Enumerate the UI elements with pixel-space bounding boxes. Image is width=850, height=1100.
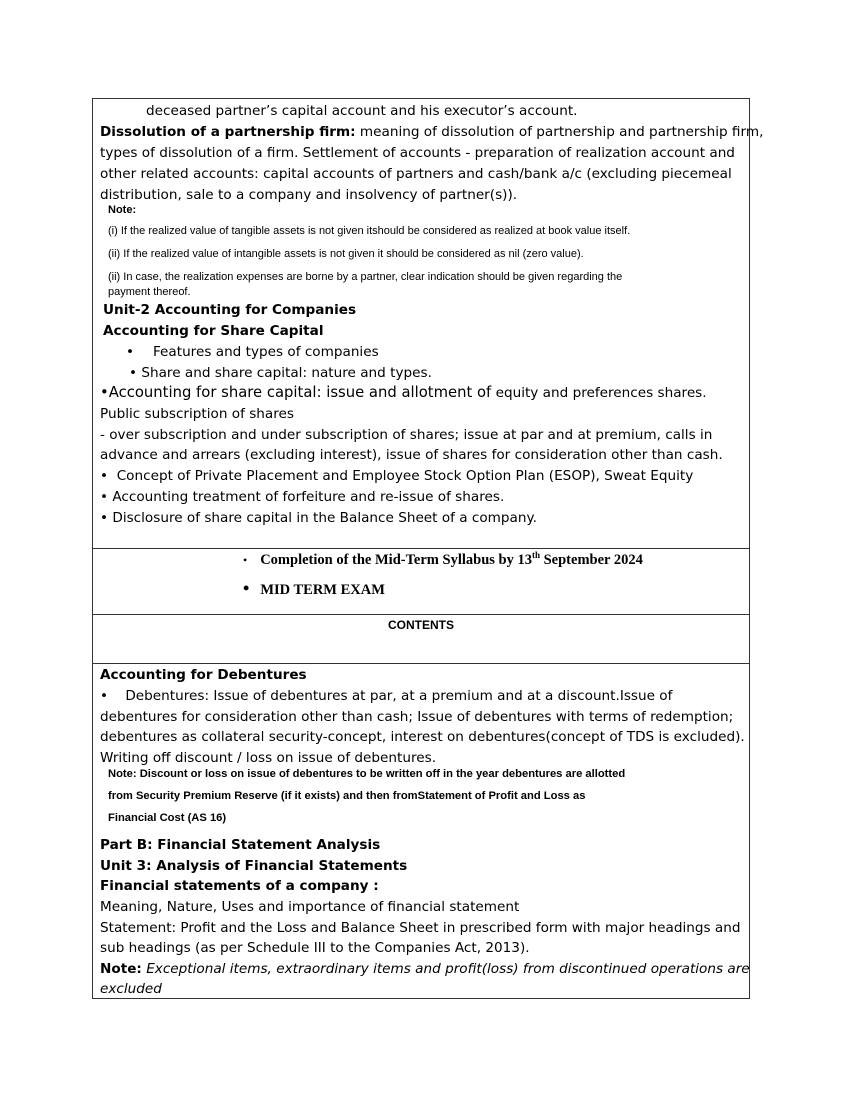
note-realization-expenses-line-2: payment thereof. [108, 286, 191, 298]
debentures-line-1: • Debentures: Issue of debentures at par, at a premium and at a discount.Issue of [100, 688, 673, 704]
debentures-line-4: Writing off discount / loss on issue of debentures. [100, 750, 437, 766]
over-subscription-line-1: - over subscription and under subscription of shares; issue at par and at premium, calls in [100, 427, 713, 443]
bullet-icon: • [100, 489, 109, 505]
bullet-icon: • [129, 365, 138, 381]
statement-line-1: Statement: Profit and the Loss and Balance Sheet in prescribed form with major headings and [100, 920, 741, 936]
syllabus-section-dissolution-share-capital [92, 98, 764, 549]
debentures-line-3: debentures as collateral security-concept, interest on debentures(concept of TDS is excluded). [100, 729, 745, 745]
debentures-note-line-2: from Security Premium Reserve (if it exists) and then fromStatement of Profit and Loss as [108, 790, 586, 802]
part-b-heading: Part B: Financial Statement Analysis [100, 837, 381, 853]
financial-statements-heading: Financial statements of a company : [100, 878, 379, 894]
dissolution-line-1 [100, 122, 763, 143]
dissolution-line-4: distribution, sale to a company and insolvency of partner(s)). [100, 187, 518, 203]
share-capital-heading: Accounting for Share Capital [103, 323, 324, 339]
over-subscription-line-2: advance and arrears (excluding interest), issue of shares for consideration other than cash. [100, 447, 723, 463]
bullet-icon: • [126, 344, 135, 360]
bullet-esop: • Concept of Private Placement and Employee Stock Option Plan (ESOP), Sweat Equity [100, 468, 694, 484]
issue-allotment-line: •Accounting for share capital: issue and allotment of equity and preferences shares. [100, 384, 707, 401]
dissolution-line-1-text: meaning of dissolution of partnership and partnership firm, [355, 124, 764, 140]
bullet-forfeiture: • Accounting treatment of forfeiture and re-issue of shares. [100, 489, 505, 505]
bullet-features-types: • Features and types of companies [126, 342, 379, 363]
bullet-share-capital-nature: • Share and share capital: nature and types. [129, 365, 432, 381]
note-realization-expenses-line-1: (ii) In case, the realization expenses are borne by a partner, clear indication should be given regarding the [108, 271, 623, 283]
debentures-note-line-1: Note: Discount or loss on issue of debentures to be written off in the year debentures are allotted [108, 768, 626, 780]
debentures-note-line-3: Financial Cost (AS 16) [108, 812, 227, 824]
unit-3-heading: Unit 3: Analysis of Financial Statements [100, 858, 408, 874]
contents-header-section [92, 615, 750, 664]
bullet-icon: • [100, 510, 109, 526]
bullet-icon: • [100, 688, 109, 704]
public-subscription-line: Public subscription of shares [100, 406, 294, 422]
note-tangible-assets: (i) If the realized value of tangible assets is not given itshould be considered as realized at book value itself. [108, 225, 631, 237]
mid-term-exam-line: • MID TERM EXAM [243, 578, 385, 598]
syllabus-table [92, 98, 764, 999]
note-label: Note: [100, 961, 142, 977]
exceptional-items-note-line-1: Note: Exceptional items, extraordinary items and profit(loss) from discontinued operations are [100, 961, 750, 977]
note-label: Note: [108, 204, 137, 216]
exceptional-items-note-line-2: excluded [100, 981, 162, 997]
bullet-icon: • [100, 468, 109, 484]
debentures-line-2: debentures for consideration other than cash; Issue of debentures with terms of redemption; [100, 709, 734, 725]
statement-line-2: sub headings (as per Schedule III to the Companies Act, 2013). [100, 940, 530, 956]
mid-term-section [92, 549, 750, 615]
bullet-disclosure: • Disclosure of share capital in the Balance Sheet of a company. [100, 510, 537, 526]
debentures-heading: Accounting for Debentures [100, 667, 307, 683]
unit-2-heading: Unit-2 Accounting for Companies [103, 302, 357, 318]
debentures-financial-statements-section [92, 664, 750, 999]
note-intangible-assets: (ii) If the realized value of intangible assets is not given it should be considered as nil (zero value). [108, 248, 584, 260]
dissolution-heading: Dissolution of a partnership firm: [100, 124, 356, 140]
contents-heading: CONTENTS [388, 618, 454, 632]
dissolution-line-2: types of dissolution of a firm. Settlement of accounts - preparation of realization account and [100, 145, 735, 161]
meaning-nature-line: Meaning, Nature, Uses and importance of financial statement [100, 899, 520, 915]
bullet-icon: • [243, 578, 250, 598]
completion-line: • Completion of the Mid-Term Syllabus by 13th September 2024 [243, 550, 643, 568]
executor-account-line: deceased partner’s capital account and his executor’s account. [146, 103, 578, 119]
dissolution-line-3: other related accounts: capital accounts of partners and cash/bank a/c (excluding piecemeal [100, 166, 732, 182]
bullet-icon: • [243, 553, 248, 567]
